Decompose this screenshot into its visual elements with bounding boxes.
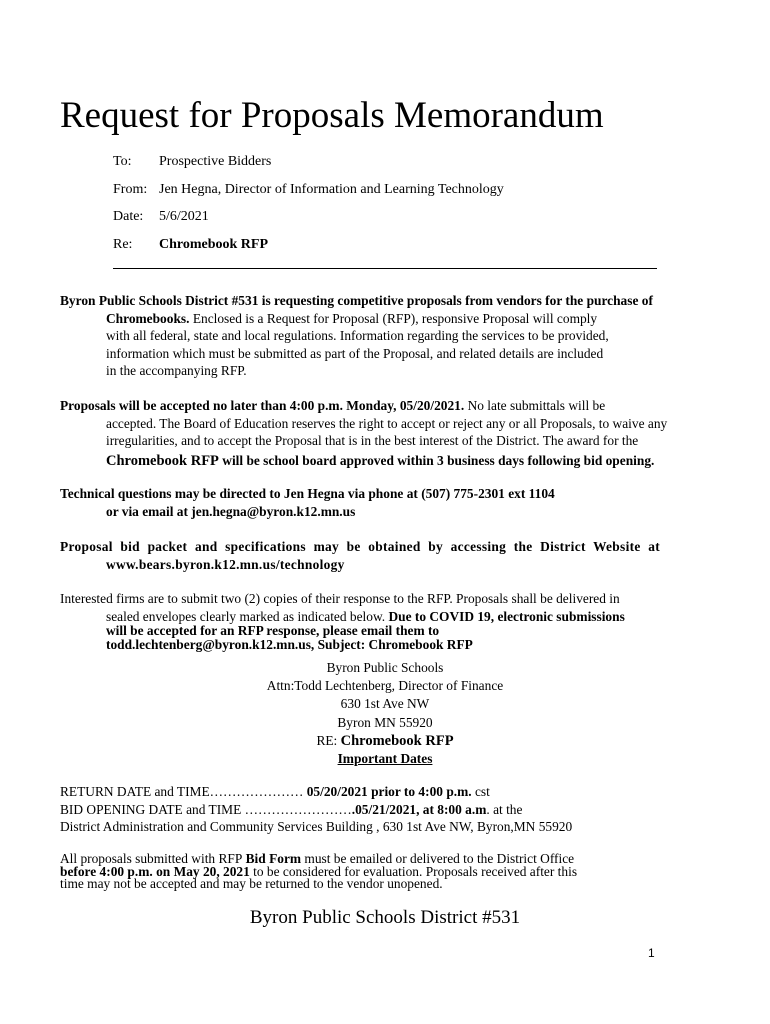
submission-email: todd.lechtenberg@byron.k12.mn.us, Subject: Chromebook RFP <box>106 637 473 652</box>
address-re-value: Chromebook RFP <box>340 732 454 749</box>
footer-district-name: Byron Public Schools District #531 <box>249 907 521 928</box>
deadline-line-4: will be school board approved within 3 business days following bid opening. <box>218 452 655 468</box>
technical-line-1: Technical questions may be directed to Jen Hegna via phone at (507) 775-2301 ext 1104 <box>60 486 555 501</box>
deadline-line-2: accepted. The Board of Education reserves the right to accept or reject any or all Proposals, to waive any <box>106 415 668 431</box>
address-line-4: Byron MN 55920 <box>337 714 433 730</box>
address-re-label: RE: <box>316 732 338 748</box>
submission-line-2-bold: Due to COVID 19, electronic submissions <box>385 608 625 624</box>
final-text-1: All proposals submitted with RFP <box>60 851 243 866</box>
deadline-paragraph <box>60 397 715 470</box>
date-label: Date: <box>113 209 144 224</box>
final-paragraph <box>60 853 715 891</box>
bid-packet-url: www.bears.byron.k12.mn.us/technology <box>106 556 345 572</box>
intro-paragraph <box>60 292 715 380</box>
bid-opening-label: BID OPENING DATE and TIME …………………… <box>60 801 352 817</box>
deadline-rfp-name: Chromebook RFP <box>106 452 219 469</box>
from-label: From: <box>113 182 148 197</box>
deadline-text: No late submittals will be <box>464 398 606 413</box>
final-line-3: time may not be accepted and may be returned to the vendor unopened. <box>60 876 443 891</box>
to-label: To: <box>113 154 132 169</box>
date-value: 5/6/2021 <box>159 209 209 224</box>
final-text-3: to be considered for evaluation. Proposals received after this <box>249 863 578 879</box>
address-line-1: Byron Public Schools <box>326 660 444 675</box>
deadline-bold: Proposals will be accepted no later than 4:00 p.m. Monday, 05/20/2021. <box>60 398 465 413</box>
dates-block <box>60 783 715 836</box>
technical-questions-paragraph <box>60 485 715 520</box>
from-value: Jen Hegna, Director of Information and Learning Technology <box>159 182 504 197</box>
address-line-3: 630 1st Ave NW <box>340 696 430 712</box>
bid-packet-line-1: Proposal bid packet and specifications may be obtained by accessing the District Website at <box>60 539 660 554</box>
to-value: Prospective Bidders <box>159 154 272 169</box>
submission-line-1: Interested firms are to submit two (2) copies of their response to the RFP. Proposals shall be delivered in <box>60 591 620 606</box>
intro-text-1: Enclosed is a Request for Proposal (RFP), responsive Proposal will comply <box>189 310 598 326</box>
bid-packet-paragraph <box>60 538 660 573</box>
return-date-tail: cst <box>471 784 490 799</box>
deadline-line-3: irregularities, and to accept the Proposal that is in the best interest of the District. The award for the <box>106 433 639 448</box>
submission-line-2-text: sealed envelopes clearly marked as indicated below. <box>106 608 386 624</box>
intro-line-3: information which must be submitted as part of the Proposal, and related details are included <box>106 345 604 361</box>
technical-line-2: or via email at jen.hegna@byron.k12.mn.us <box>106 503 356 519</box>
intro-line-2: with all federal, state and local regulations. Information regarding the services to be provided, <box>106 328 609 343</box>
intro-bold-2: Chromebooks. <box>106 310 190 326</box>
re-value: Chromebook RFP <box>159 237 269 252</box>
header-divider <box>113 268 657 269</box>
re-label: Re: <box>113 237 133 252</box>
final-text-2: must be emailed or delivered to the District Office <box>301 851 575 866</box>
bid-opening-location: District Administration and Community Services Building , 630 1st Ave NW, Byron,MN 55920 <box>60 819 573 834</box>
address-line-2: Attn:Todd Lechtenberg, Director of Finance <box>266 678 504 694</box>
submission-line-3: will be accepted for an RFP response, please email them to <box>106 623 440 638</box>
address-block <box>0 659 770 768</box>
page-title: Request for Proposals Memorandum <box>60 95 604 136</box>
return-date-value: 05/20/2021 prior to 4:00 p.m. <box>303 784 472 799</box>
intro-bold: Byron Public Schools District #531 is requesting competitive proposals from vendors for the purchase of <box>60 293 653 308</box>
bid-opening-tail: . at the <box>486 801 523 817</box>
submission-paragraph <box>60 590 715 651</box>
final-deadline: before 4:00 p.m. on May 20, 2021 <box>60 863 250 879</box>
intro-line-4: in the accompanying RFP. <box>106 363 247 378</box>
return-date-label: RETURN DATE and TIME………………… <box>60 784 304 799</box>
page-number: 1 <box>648 946 655 960</box>
bid-opening-value: .05/21/2021, at 8:00 a.m <box>351 801 487 817</box>
important-dates-heading: Important Dates <box>337 751 433 767</box>
final-bid-form: Bid Form <box>242 851 302 866</box>
